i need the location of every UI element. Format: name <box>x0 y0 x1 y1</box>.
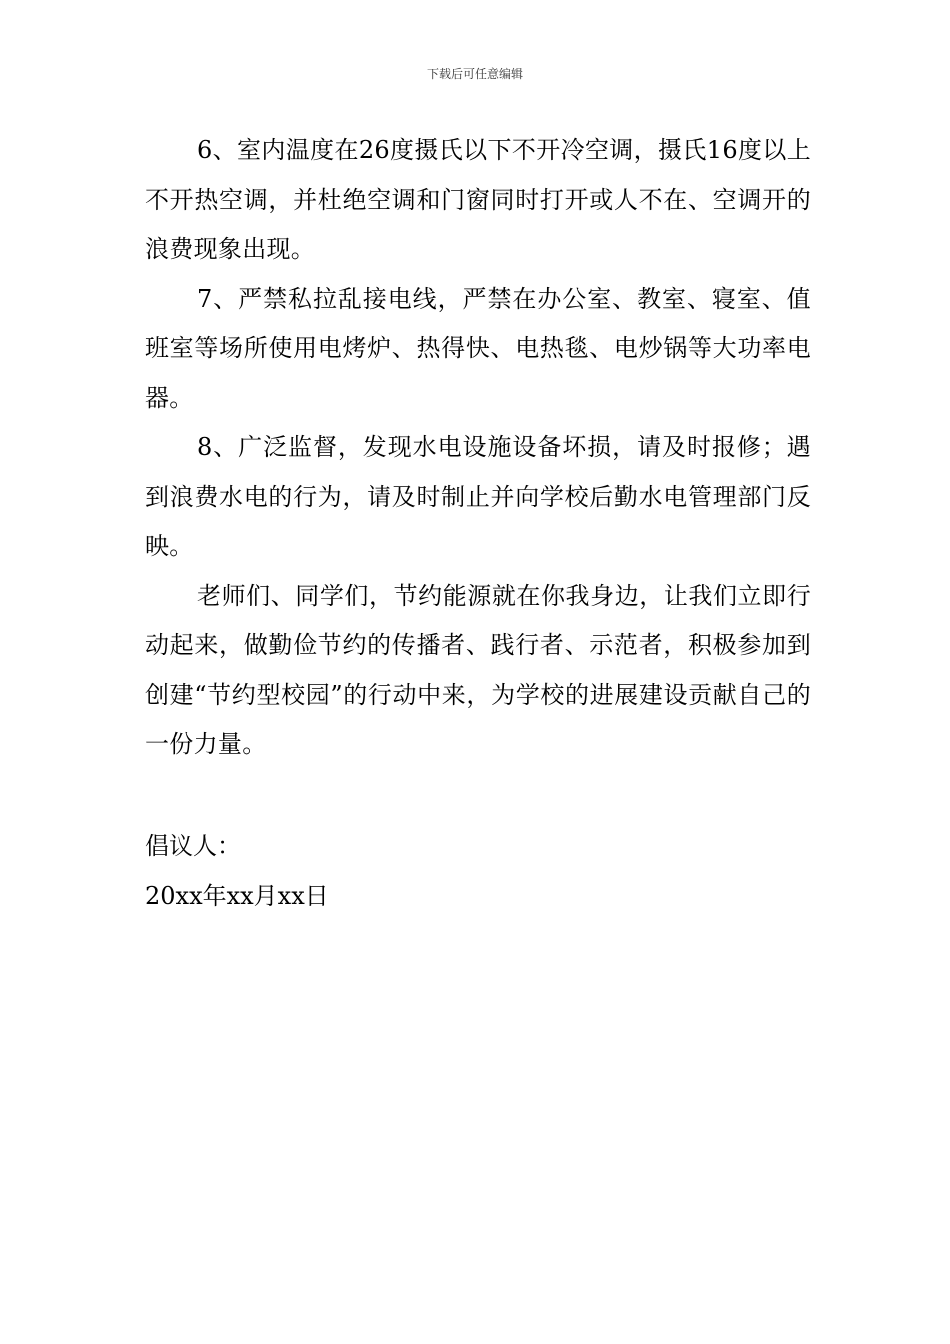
paragraph-item-7: 7、严禁私拉乱接电线，严禁在办公室、教室、寝室、值班室等场所使用电烤炉、热得快、电热毯、电炒锅等大功率电器。 <box>145 284 811 412</box>
paragraph-appeal: 老师们、同学们，节约能源就在你我身边，让我们立即行动起来，做勤俭节约的传播者、践行者、示范者，积极参加到创建“节约型校园”的行动中来，为学校的进展建设贡献自己的一份力量。 <box>145 581 811 758</box>
paragraph-item-8: 8、广泛监督，发现水电设施设备坏损，请及时报修；遇到浪费水电的行为，请及时制止并向学校后勤水电管理部门反映。 <box>145 433 811 560</box>
page-header: 下载后可任意编辑 <box>426 67 523 81</box>
date-line: 20xx年xx月xx日 <box>145 882 329 910</box>
document-body <box>145 126 811 770</box>
proposer-line: 倡议人： <box>145 832 241 860</box>
paragraph-item-6: 6、室内温度在26度摄氏以下不开冷空调，摄氏16度以上不开热空调，并杜绝空调和门窗同时打开或人不在、空调开的浪费现象出现。 <box>145 136 811 263</box>
